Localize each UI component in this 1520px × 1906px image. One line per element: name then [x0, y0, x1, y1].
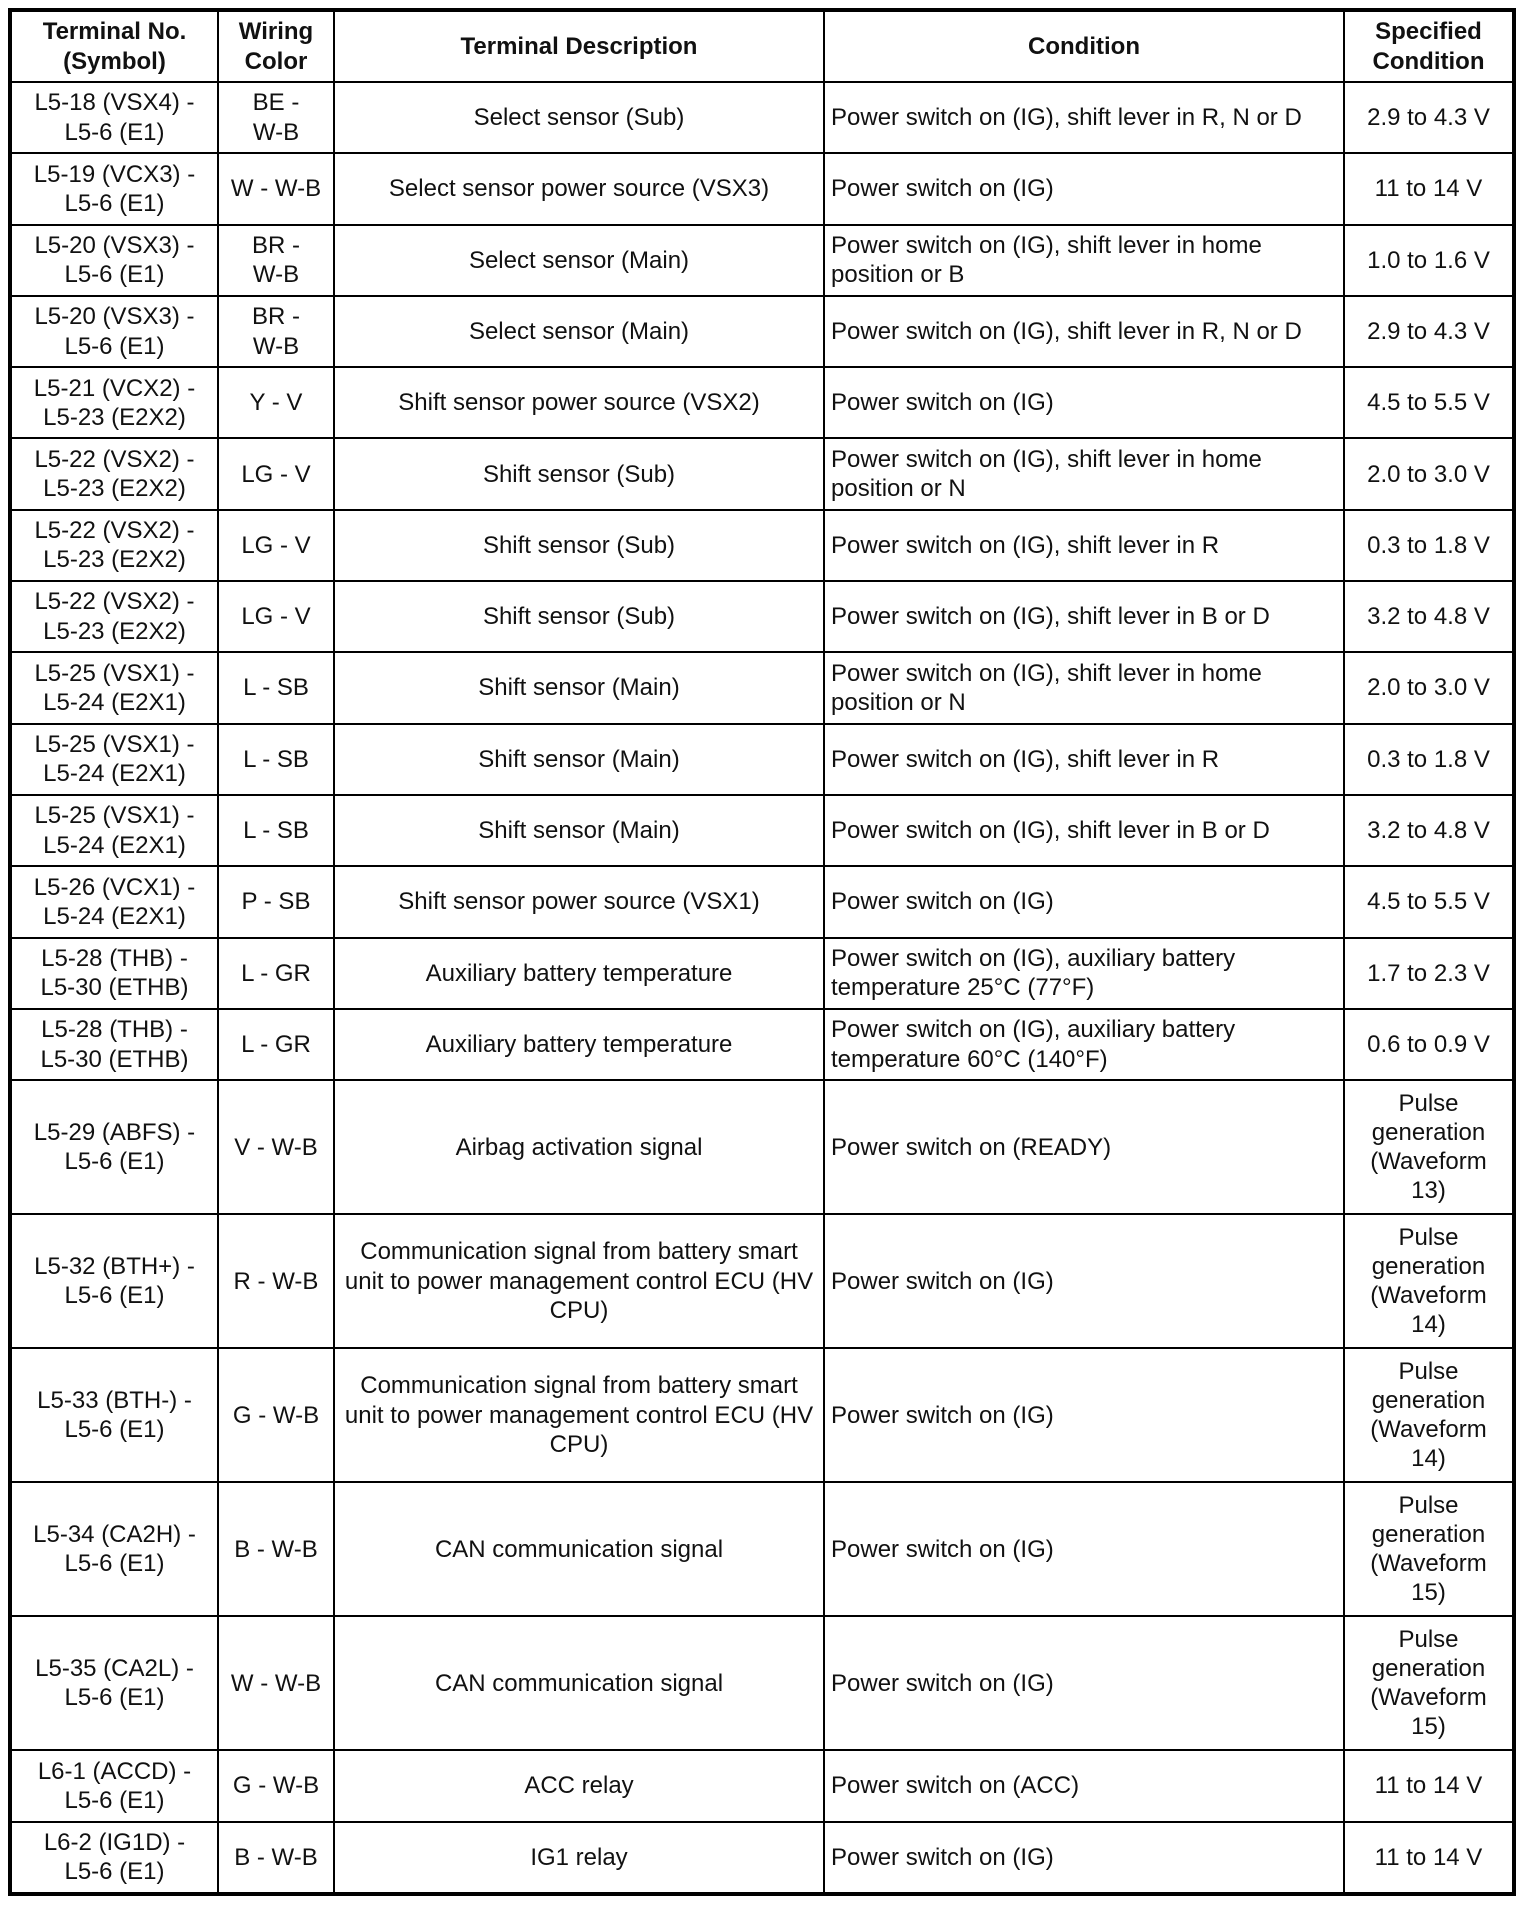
cell-terminal: L5-34 (CA2H) - L5-6 (E1) [10, 1482, 218, 1616]
table-row [10, 724, 1514, 795]
cell-condition: Power switch on (IG) [824, 1616, 1344, 1750]
cell-wiring-color: BR - W-B [218, 225, 334, 296]
cell-terminal: L5-26 (VCX1) - L5-24 (E2X1) [10, 866, 218, 937]
cell-terminal-description: Shift sensor power source (VSX1) [334, 866, 824, 937]
cell-wiring-color: B - W-B [218, 1822, 334, 1894]
table-row [10, 367, 1514, 438]
table-row [10, 153, 1514, 224]
cell-wiring-color: P - SB [218, 866, 334, 937]
terminal-spec-table [8, 8, 1516, 1896]
cell-specified-condition: 3.2 to 4.8 V [1344, 795, 1514, 866]
cell-terminal-description: Select sensor (Main) [334, 296, 824, 367]
cell-specified-condition: 2.9 to 4.3 V [1344, 82, 1514, 153]
cell-specified-condition: 0.3 to 1.8 V [1344, 510, 1514, 581]
table-row [10, 1482, 1514, 1616]
cell-condition: Power switch on (ACC) [824, 1750, 1344, 1821]
cell-terminal-description: Shift sensor (Sub) [334, 510, 824, 581]
cell-terminal-description: Select sensor (Sub) [334, 82, 824, 153]
header-terminal-no: Terminal No. (Symbol) [10, 10, 218, 82]
cell-terminal: L5-25 (VSX1) - L5-24 (E2X1) [10, 795, 218, 866]
cell-terminal-description: Airbag activation signal [334, 1080, 824, 1214]
cell-terminal: L5-29 (ABFS) - L5-6 (E1) [10, 1080, 218, 1214]
table-row [10, 296, 1514, 367]
cell-wiring-color: W - W-B [218, 1616, 334, 1750]
table-row [10, 438, 1514, 509]
cell-condition: Power switch on (IG), shift lever in R [824, 724, 1344, 795]
cell-terminal-description: CAN communication signal [334, 1616, 824, 1750]
cell-terminal-description: CAN communication signal [334, 1482, 824, 1616]
cell-specified-condition: Pulse generation (Waveform 13) [1344, 1080, 1514, 1214]
cell-terminal-description: Select sensor (Main) [334, 225, 824, 296]
cell-specified-condition: Pulse generation (Waveform 15) [1344, 1482, 1514, 1616]
cell-condition: Power switch on (IG) [824, 866, 1344, 937]
table-row [10, 1616, 1514, 1750]
cell-terminal: L5-22 (VSX2) - L5-23 (E2X2) [10, 581, 218, 652]
cell-terminal: L6-2 (IG1D) - L5-6 (E1) [10, 1822, 218, 1894]
cell-condition: Power switch on (IG), shift lever in home position or B [824, 225, 1344, 296]
cell-wiring-color: BR - W-B [218, 296, 334, 367]
cell-condition: Power switch on (IG), shift lever in R, N or D [824, 296, 1344, 367]
cell-condition: Power switch on (IG), shift lever in B or D [824, 795, 1344, 866]
cell-terminal: L5-22 (VSX2) - L5-23 (E2X2) [10, 510, 218, 581]
cell-terminal: L5-18 (VSX4) - L5-6 (E1) [10, 82, 218, 153]
cell-specified-condition: Pulse generation (Waveform 14) [1344, 1348, 1514, 1482]
cell-terminal-description: Shift sensor (Sub) [334, 438, 824, 509]
table-row [10, 1750, 1514, 1821]
cell-terminal-description: Shift sensor power source (VSX2) [334, 367, 824, 438]
cell-wiring-color: Y - V [218, 367, 334, 438]
cell-condition: Power switch on (IG), shift lever in home position or N [824, 438, 1344, 509]
table-row [10, 866, 1514, 937]
cell-terminal-description: Shift sensor (Sub) [334, 581, 824, 652]
cell-terminal: L5-33 (BTH-) - L5-6 (E1) [10, 1348, 218, 1482]
cell-condition: Power switch on (IG) [824, 153, 1344, 224]
cell-condition: Power switch on (IG), auxiliary battery temperature 60°C (140°F) [824, 1009, 1344, 1080]
cell-specified-condition: 4.5 to 5.5 V [1344, 866, 1514, 937]
table-row [10, 1080, 1514, 1214]
cell-condition: Power switch on (IG) [824, 1482, 1344, 1616]
cell-wiring-color: L - SB [218, 795, 334, 866]
cell-terminal-description: Shift sensor (Main) [334, 724, 824, 795]
cell-specified-condition: Pulse generation (Waveform 15) [1344, 1616, 1514, 1750]
cell-terminal: L5-22 (VSX2) - L5-23 (E2X2) [10, 438, 218, 509]
cell-wiring-color: LG - V [218, 438, 334, 509]
cell-wiring-color: B - W-B [218, 1482, 334, 1616]
cell-specified-condition: 11 to 14 V [1344, 153, 1514, 224]
cell-terminal: L5-32 (BTH+) - L5-6 (E1) [10, 1214, 218, 1348]
cell-terminal-description: Communication signal from battery smart unit to power management control ECU (HV CPU) [334, 1348, 824, 1482]
cell-specified-condition: 0.3 to 1.8 V [1344, 724, 1514, 795]
cell-condition: Power switch on (IG) [824, 1348, 1344, 1482]
cell-wiring-color: G - W-B [218, 1750, 334, 1821]
table-row [10, 82, 1514, 153]
table-row [10, 652, 1514, 723]
table-row [10, 938, 1514, 1009]
cell-condition: Power switch on (IG) [824, 1214, 1344, 1348]
cell-condition: Power switch on (IG), shift lever in B or D [824, 581, 1344, 652]
cell-condition: Power switch on (IG), shift lever in R, N or D [824, 82, 1344, 153]
cell-terminal-description: Shift sensor (Main) [334, 652, 824, 723]
cell-wiring-color: L - GR [218, 938, 334, 1009]
cell-terminal: L5-19 (VCX3) - L5-6 (E1) [10, 153, 218, 224]
table-body [10, 82, 1514, 1894]
cell-terminal: L5-20 (VSX3) - L5-6 (E1) [10, 296, 218, 367]
cell-wiring-color: L - GR [218, 1009, 334, 1080]
table-row [10, 1822, 1514, 1894]
cell-condition: Power switch on (READY) [824, 1080, 1344, 1214]
cell-terminal: L5-28 (THB) - L5-30 (ETHB) [10, 938, 218, 1009]
cell-terminal-description: Shift sensor (Main) [334, 795, 824, 866]
table-row [10, 225, 1514, 296]
table-row [10, 1348, 1514, 1482]
header-wiring-color: Wiring Color [218, 10, 334, 82]
cell-wiring-color: W - W-B [218, 153, 334, 224]
cell-specified-condition: 2.0 to 3.0 V [1344, 438, 1514, 509]
cell-terminal-description: Select sensor power source (VSX3) [334, 153, 824, 224]
cell-specified-condition: 1.0 to 1.6 V [1344, 225, 1514, 296]
cell-terminal: L5-35 (CA2L) - L5-6 (E1) [10, 1616, 218, 1750]
cell-specified-condition: 2.0 to 3.0 V [1344, 652, 1514, 723]
cell-specified-condition: 2.9 to 4.3 V [1344, 296, 1514, 367]
cell-terminal: L6-1 (ACCD) - L5-6 (E1) [10, 1750, 218, 1821]
cell-specified-condition: 1.7 to 2.3 V [1344, 938, 1514, 1009]
header-terminal-description: Terminal Description [334, 10, 824, 82]
cell-wiring-color: L - SB [218, 724, 334, 795]
table-row [10, 581, 1514, 652]
cell-terminal: L5-25 (VSX1) - L5-24 (E2X1) [10, 724, 218, 795]
cell-specified-condition: 3.2 to 4.8 V [1344, 581, 1514, 652]
table-row [10, 1009, 1514, 1080]
cell-terminal-description: Communication signal from battery smart unit to power management control ECU (HV CPU) [334, 1214, 824, 1348]
cell-condition: Power switch on (IG) [824, 1822, 1344, 1894]
table-row [10, 795, 1514, 866]
header-specified-condition: Specified Condition [1344, 10, 1514, 82]
cell-specified-condition: Pulse generation (Waveform 14) [1344, 1214, 1514, 1348]
table-row [10, 510, 1514, 581]
cell-terminal-description: Auxiliary battery temperature [334, 938, 824, 1009]
cell-condition: Power switch on (IG), auxiliary battery temperature 25°C (77°F) [824, 938, 1344, 1009]
cell-wiring-color: G - W-B [218, 1348, 334, 1482]
header-row [10, 10, 1514, 82]
cell-wiring-color: L - SB [218, 652, 334, 723]
cell-terminal: L5-21 (VCX2) - L5-23 (E2X2) [10, 367, 218, 438]
cell-terminal-description: Auxiliary battery temperature [334, 1009, 824, 1080]
header-condition: Condition [824, 10, 1344, 82]
cell-terminal: L5-25 (VSX1) - L5-24 (E2X1) [10, 652, 218, 723]
cell-wiring-color: LG - V [218, 581, 334, 652]
cell-terminal: L5-20 (VSX3) - L5-6 (E1) [10, 225, 218, 296]
cell-terminal-description: IG1 relay [334, 1822, 824, 1894]
cell-wiring-color: V - W-B [218, 1080, 334, 1214]
cell-condition: Power switch on (IG), shift lever in R [824, 510, 1344, 581]
cell-wiring-color: LG - V [218, 510, 334, 581]
cell-specified-condition: 11 to 14 V [1344, 1822, 1514, 1894]
cell-specified-condition: 4.5 to 5.5 V [1344, 367, 1514, 438]
cell-condition: Power switch on (IG), shift lever in home position or N [824, 652, 1344, 723]
cell-terminal: L5-28 (THB) - L5-30 (ETHB) [10, 1009, 218, 1080]
cell-terminal-description: ACC relay [334, 1750, 824, 1821]
cell-condition: Power switch on (IG) [824, 367, 1344, 438]
cell-specified-condition: 11 to 14 V [1344, 1750, 1514, 1821]
cell-wiring-color: BE - W-B [218, 82, 334, 153]
cell-wiring-color: R - W-B [218, 1214, 334, 1348]
cell-specified-condition: 0.6 to 0.9 V [1344, 1009, 1514, 1080]
table-row [10, 1214, 1514, 1348]
